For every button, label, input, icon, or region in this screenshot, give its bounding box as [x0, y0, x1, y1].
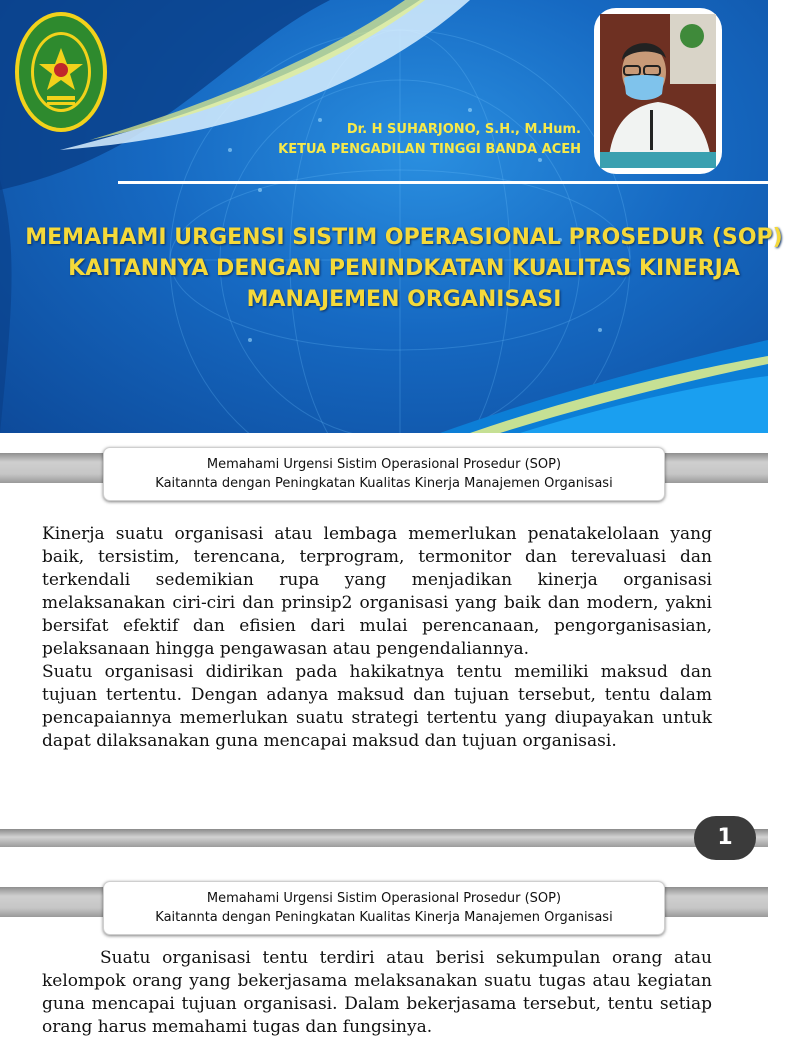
- content-slide-1: [0, 433, 768, 867]
- author-name: Dr. H SUHARJONO, S.H., M.Hum.: [346, 122, 581, 137]
- content-slide-2: [0, 867, 768, 1037]
- cover-divider-line: [118, 181, 768, 184]
- slide-1-body: [42, 523, 712, 753]
- author-role: KETUA PENGADILAN TINGGI BANDA ACEH: [278, 142, 581, 157]
- slide-1-paragraph-1: Kinerja suatu organisasi atau lembaga memerlukan penatakelolaan yang baik, tersistim, terencana, terprogram, termonitor dan terevaluasi dan terkendali sedemikian rupa yang menjadikan kinerja organisasi melaksanakan ciri-ciri dan prinsip2 organisasi yang baik dan modern, yakni bersifat efektif dan efisien dari mulai perencanaan, pengorganisasian, pelaksanaan hingga pengawasan atau pengendaliannya.: [42, 524, 712, 659]
- page-number-badge: 1: [694, 816, 756, 860]
- author-photo: [600, 14, 716, 168]
- person-portrait-icon: [600, 14, 716, 168]
- slide-1-paragraph-2: Suatu organisasi didirikan pada hakikatnya tentu memiliki maksud dan tujuan tertentu. Dengan adanya maksud dan tujuan tersebut, tentu dalam pencapaiannya memerlukan suatu strategi tertentu yang diupayakan untuk dapat dilaksanakan guna mencapai maksud dan tujuan organisasi.: [42, 662, 712, 751]
- slide-2-paragraph-1: Suatu organisasi tentu terdiri atau berisi sekumpulan orang atau kelompok orang yang bekerjasama melaksanakan suatu tugas atau kegiatan guna mencapai tujuan organisasi. Dalam bekerjasama tersebut, tentu setiap orang harus memahami tugas dan fungsinya.: [42, 948, 712, 1037]
- slide-1-banner-line-2: Kaitannta dengan Peningkatan Kualitas Kinerja Manajemen Organisasi: [155, 476, 613, 491]
- cover-slide: [0, 0, 783, 433]
- slide-1-footer-strip: [0, 829, 768, 847]
- slide-1-banner-line-1: Memahami Urgensi Sistim Operasional Prosedur (SOP): [206, 457, 562, 472]
- slide-2-banner-line-1: Memahami Urgensi Sistim Operasional Prosedur (SOP): [206, 891, 562, 906]
- slide-2-banner: [103, 881, 665, 935]
- slide-2-body: [42, 947, 712, 1039]
- court-logo-emblem: [13, 10, 109, 134]
- author-photo-frame: [594, 8, 722, 174]
- slide-1-banner: [103, 447, 665, 501]
- cover-main-title: [20, 222, 788, 315]
- author-block: [278, 120, 581, 160]
- cover-title-line-3: MANAJEMEN ORGANISASI: [246, 287, 562, 312]
- cover-title-line-2: KAITANNYA DENGAN PENINDKATAN KUALITAS KINERJA: [68, 256, 740, 281]
- cover-title-line-1: MEMAHAMI URGENSI SISTIM OPERASIONAL PROSEDUR (SOP): [25, 225, 783, 250]
- slide-2-banner-line-2: Kaitannta dengan Peningkatan Kualitas Kinerja Manajemen Organisasi: [155, 910, 613, 925]
